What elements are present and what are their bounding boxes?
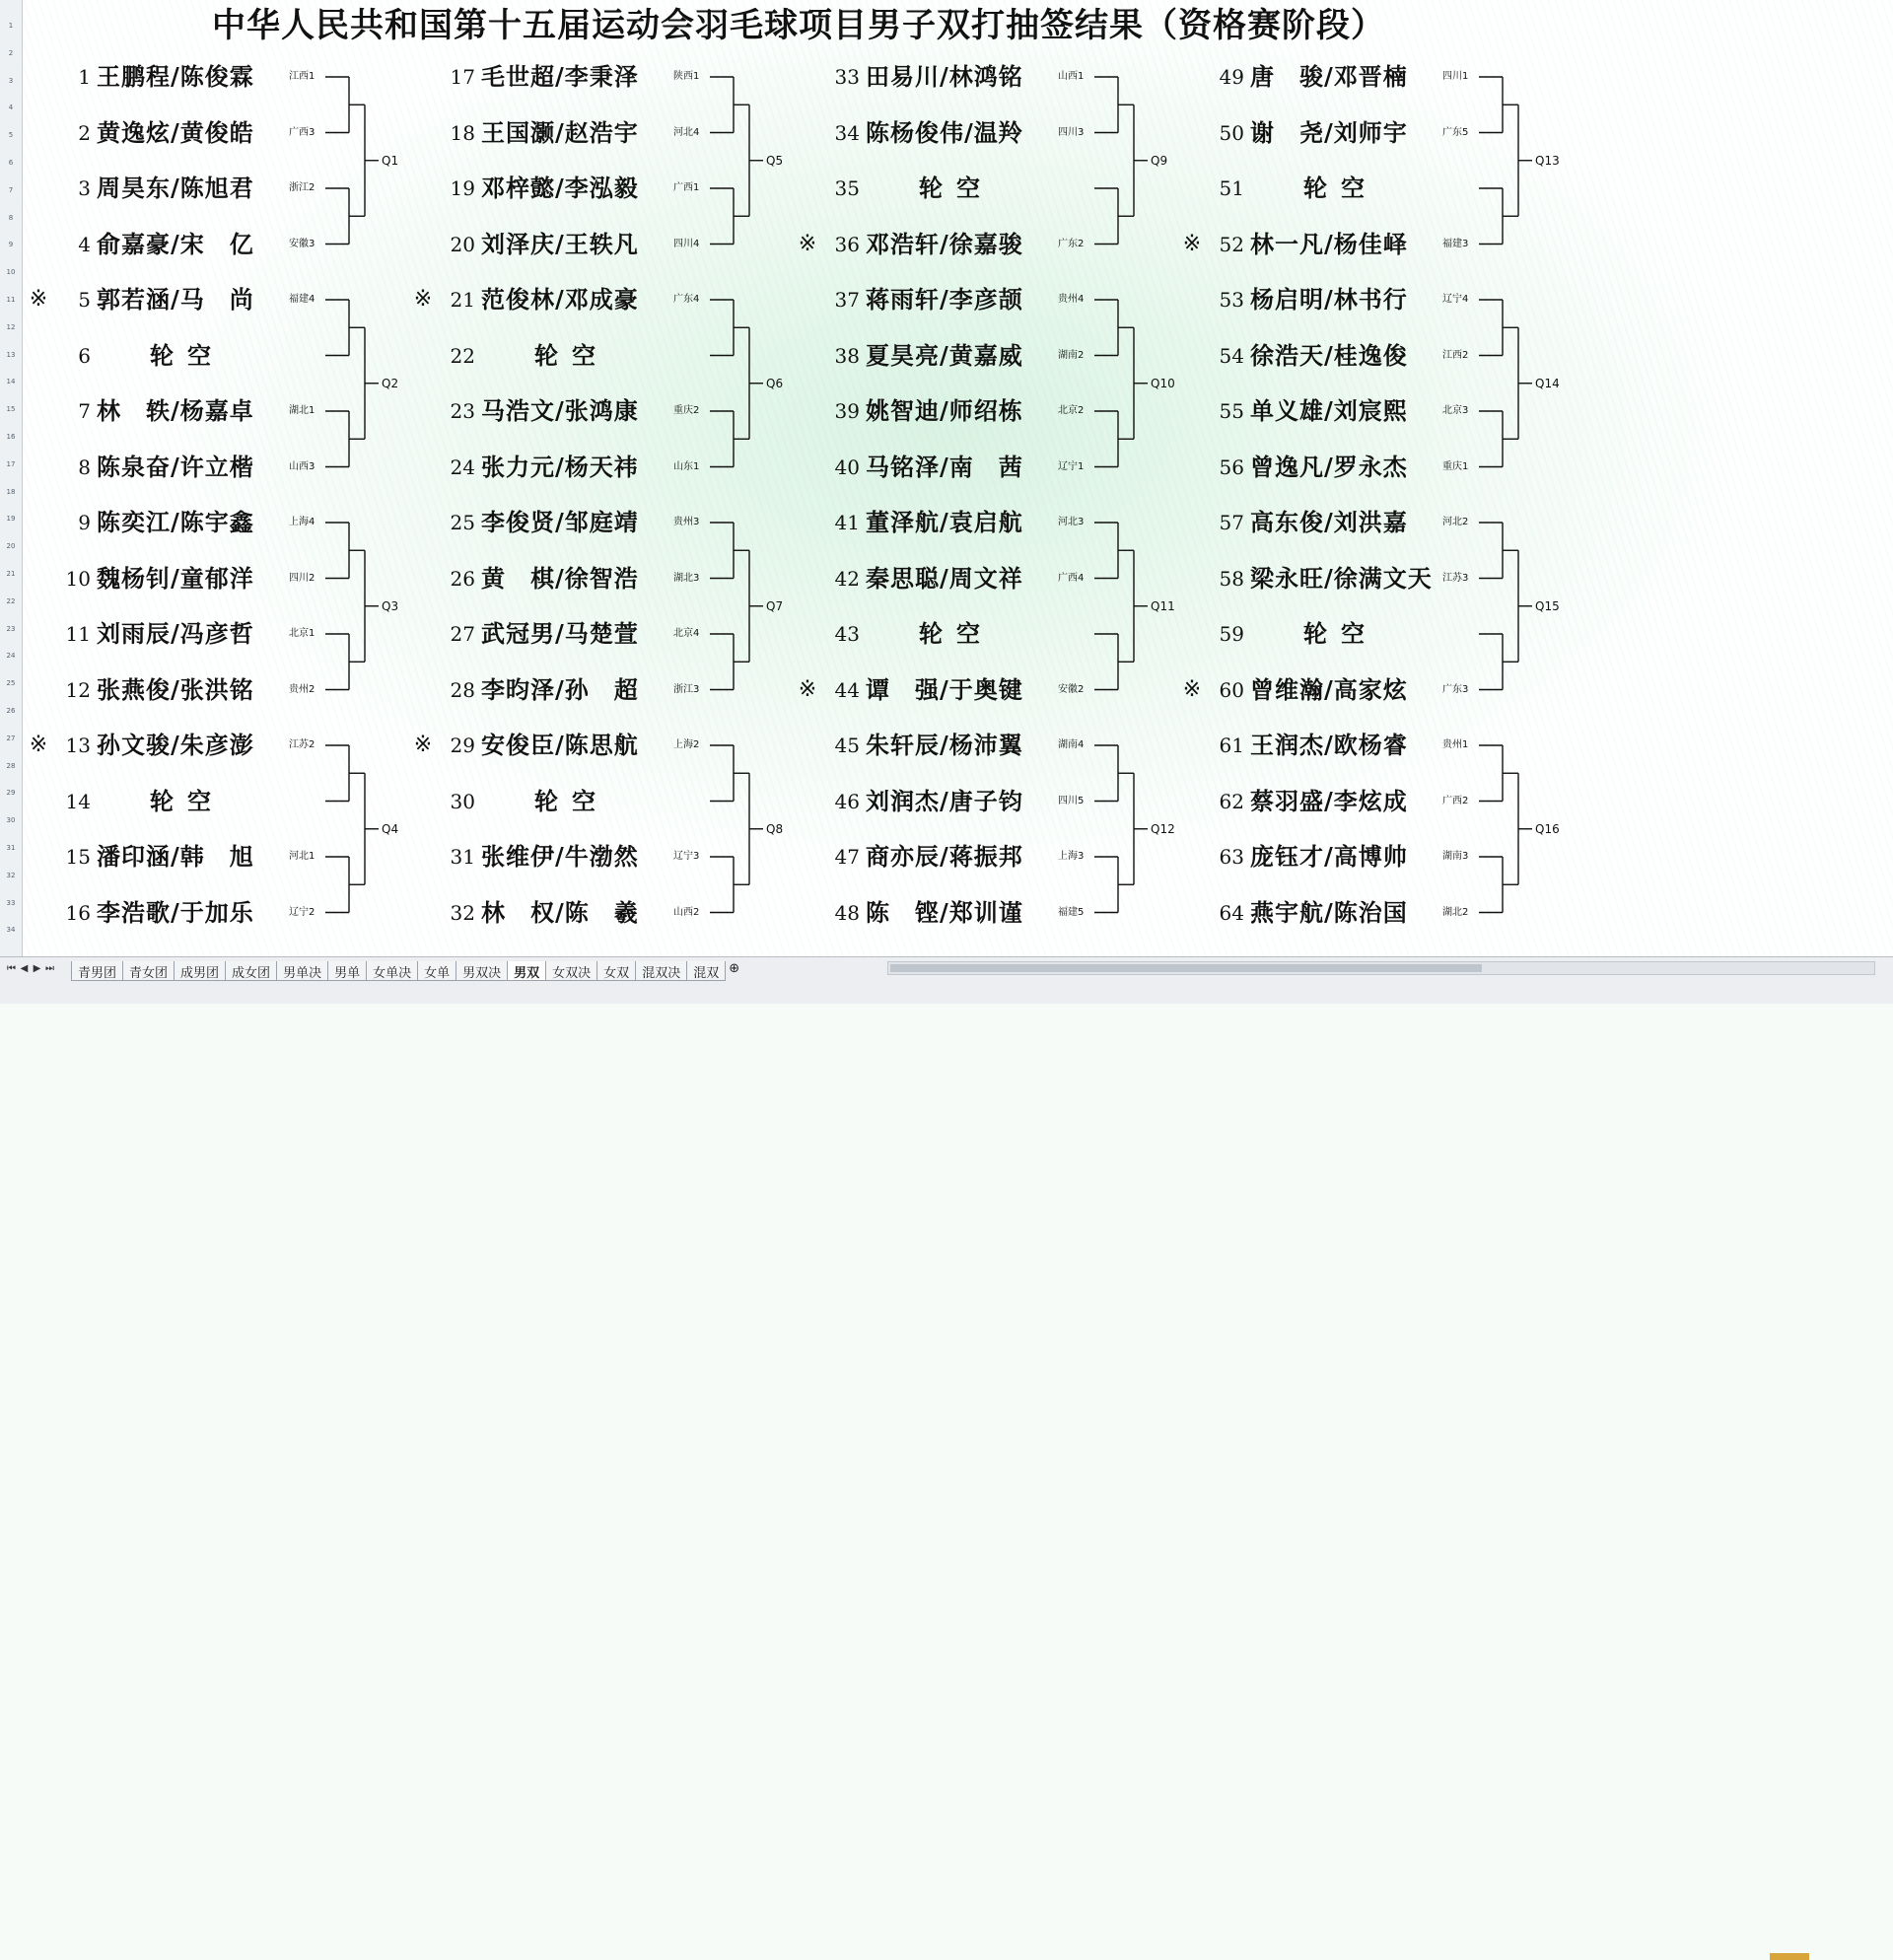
entry-number: 17 (450, 65, 475, 89)
entry-number: 35 (834, 176, 860, 200)
row-number[interactable]: 34 (6, 926, 16, 935)
entry-number: 60 (1219, 677, 1244, 702)
sheet-tab[interactable]: 青男团 (71, 961, 123, 981)
entry-number: 8 (78, 455, 91, 479)
province-seed: 河北1 (289, 851, 316, 862)
entry-number: 10 (65, 566, 91, 591)
entry-number: 22 (450, 343, 475, 368)
entry-number: 19 (450, 176, 475, 200)
row-number[interactable]: 9 (8, 241, 14, 249)
horizontal-scrollbar[interactable] (887, 961, 1875, 975)
row-number[interactable]: 29 (6, 789, 16, 798)
entry-number: 63 (1219, 845, 1244, 869)
sheet-tab[interactable]: 成女团 (225, 961, 277, 981)
entry-number: 12 (65, 677, 91, 702)
entry-number: 42 (834, 566, 860, 591)
entry-number: 20 (450, 232, 475, 256)
pair-names: 林 权/陈 羲 (481, 898, 639, 927)
pair-names: 李昀泽/孙 超 (481, 675, 639, 704)
pair-names: 黄 棋/徐智浩 (481, 564, 639, 593)
bye-slot: 轮空 (1303, 620, 1378, 648)
row-number[interactable]: 19 (6, 515, 16, 524)
province-seed: 广东5 (1442, 126, 1469, 138)
entry-number: 31 (450, 845, 475, 869)
province-seed: 四川5 (1058, 795, 1085, 806)
province-seed: 广东4 (673, 294, 700, 305)
pair-names: 陈泉奋/许立楷 (97, 453, 254, 481)
pair-names: 商亦辰/蒋振邦 (866, 843, 1023, 871)
entry-number: 34 (834, 120, 860, 145)
entry-number: 53 (1219, 288, 1244, 312)
row-number[interactable]: 28 (6, 761, 16, 770)
entry-number: 44 (834, 677, 860, 702)
row-number[interactable]: 16 (6, 433, 16, 441)
entry-number: 54 (1219, 343, 1244, 368)
row-number[interactable]: 12 (6, 322, 16, 331)
province-seed: 安徽3 (289, 238, 316, 249)
row-number[interactable]: 8 (8, 213, 14, 222)
province-seed: 广西2 (1442, 795, 1469, 806)
entry-number: 33 (834, 65, 860, 89)
bye-slot: 轮空 (919, 175, 994, 202)
entry-number: 47 (834, 845, 860, 869)
seed-mark: ※ (29, 287, 48, 312)
province-seed: 重庆1 (1442, 460, 1469, 472)
province-seed: 贵州4 (1058, 294, 1085, 305)
pair-names: 夏昊亮/黄嘉威 (866, 341, 1023, 370)
row-number[interactable]: 4 (8, 104, 14, 112)
pair-names: 马浩文/张鸿康 (481, 397, 639, 425)
row-number[interactable]: 26 (6, 707, 16, 715)
sheet-tab[interactable]: 女双决 (545, 961, 597, 981)
entry-number: 30 (450, 789, 475, 813)
province-seed: 河北2 (1442, 517, 1469, 527)
pair-names: 陈杨俊伟/温羚 (866, 118, 1023, 147)
province-seed: 湖南3 (1442, 851, 1469, 862)
group-label: Q8 (766, 821, 784, 836)
seed-mark: ※ (413, 287, 433, 312)
group-label: Q4 (382, 821, 399, 836)
row-number[interactable]: 6 (8, 159, 14, 167)
sheet-tab[interactable]: 青女团 (122, 961, 175, 981)
row-number[interactable]: 33 (6, 898, 16, 907)
entry-number: 23 (450, 399, 475, 423)
row-number[interactable]: 11 (6, 296, 16, 304)
pair-names: 庞钰才/高博帅 (1250, 843, 1408, 871)
pair-names: 邓梓懿/李泓毅 (481, 175, 639, 202)
province-seed: 广西3 (289, 126, 316, 138)
entry-number: 52 (1219, 232, 1244, 256)
sheet-tab[interactable]: 男单决 (276, 961, 328, 981)
sheet-tab[interactable]: 混双决 (635, 961, 687, 981)
row-number[interactable]: 31 (6, 844, 16, 852)
province-seed: 上海4 (289, 517, 316, 527)
pair-names: 蔡羽盛/李炫成 (1250, 787, 1408, 815)
prev-sheet-icon[interactable]: ◀ (20, 963, 29, 974)
pair-names: 范俊林/邓成豪 (481, 286, 639, 314)
sheet-tab[interactable]: 女单 (417, 961, 456, 981)
province-seed: 湖南2 (1058, 349, 1085, 361)
entry-number: 56 (1219, 455, 1244, 479)
row-number[interactable]: 2 (8, 48, 14, 57)
province-seed: 北京2 (1058, 405, 1085, 416)
row-number[interactable]: 24 (6, 652, 16, 661)
group-label: Q11 (1151, 598, 1175, 613)
province-seed: 江西2 (1442, 349, 1469, 361)
seed-mark: ※ (29, 733, 48, 757)
row-number[interactable]: 14 (6, 378, 16, 386)
bye-slot: 轮空 (150, 341, 225, 370)
row-number[interactable]: 25 (6, 679, 16, 688)
pair-names: 林一凡/杨佳峄 (1250, 230, 1408, 258)
seed-mark: ※ (1182, 231, 1202, 256)
entry-number: 15 (65, 845, 91, 869)
pair-names: 陈 铿/郑训谨 (866, 898, 1023, 927)
bye-slot: 轮空 (919, 620, 994, 648)
entry-number: 58 (1219, 566, 1244, 591)
province-seed: 陕西1 (673, 71, 700, 82)
sheet-tab[interactable]: 男单 (327, 961, 367, 981)
group-label: Q14 (1535, 376, 1560, 390)
province-seed: 北京4 (673, 628, 700, 639)
province-seed: 上海3 (1058, 851, 1085, 862)
pair-names: 姚智迪/师绍栋 (866, 397, 1023, 425)
entry-number: 36 (834, 232, 860, 256)
sheet-tab[interactable]: 男双 (507, 961, 546, 981)
entry-number: 1 (78, 65, 91, 89)
pair-names: 梁永旺/徐满文天 (1250, 564, 1433, 593)
pair-names: 王鹏程/陈俊霖 (97, 63, 254, 91)
sheet-tab[interactable]: 混双 (686, 961, 726, 981)
province-seed: 辽宁3 (673, 851, 700, 862)
pair-names: 刘雨辰/冯彦哲 (97, 620, 254, 648)
tab-nav-buttons (6, 963, 55, 974)
province-seed: 辽宁1 (1058, 460, 1085, 472)
seed-mark: ※ (798, 231, 817, 256)
row-number[interactable]: 20 (6, 542, 16, 551)
pair-names: 李浩歌/于加乐 (97, 898, 254, 927)
pair-names: 张维伊/牛渤然 (481, 843, 639, 871)
province-seed: 山西3 (289, 460, 316, 472)
pair-names: 张力元/杨天祎 (481, 453, 639, 481)
row-number[interactable]: 23 (6, 624, 16, 633)
pair-names: 潘印涵/韩 旭 (97, 843, 254, 871)
province-seed: 福建4 (289, 294, 316, 305)
sheet-tab[interactable]: 成男团 (174, 961, 226, 981)
pair-names: 谭 强/于奥键 (866, 675, 1023, 704)
group-label: Q5 (766, 153, 784, 168)
pair-names: 马铭泽/南 茜 (866, 453, 1023, 481)
pair-names: 魏杨钊/童郁洋 (97, 564, 254, 593)
pair-names: 杨启明/林书行 (1250, 286, 1408, 314)
entry-number: 45 (834, 734, 860, 757)
entry-number: 4 (78, 232, 91, 256)
province-seed: 浙江2 (289, 182, 316, 193)
province-seed: 广东3 (1442, 683, 1469, 695)
pair-names: 董泽航/袁启航 (866, 509, 1023, 536)
province-seed: 北京3 (1442, 405, 1469, 416)
province-seed: 江苏2 (289, 739, 316, 750)
entry-number: 3 (78, 176, 91, 200)
province-seed: 河北4 (673, 126, 700, 138)
row-number[interactable]: 21 (6, 570, 16, 578)
group-label: Q1 (382, 153, 399, 168)
row-number[interactable]: 1 (8, 22, 14, 30)
bye-slot: 轮空 (534, 341, 609, 370)
entry-number: 43 (834, 622, 860, 646)
province-seed: 安徽2 (1058, 683, 1085, 695)
group-label: Q16 (1535, 821, 1560, 836)
entry-number: 28 (450, 677, 475, 702)
next-sheet-icon[interactable]: ▶ (33, 963, 41, 974)
entry-number: 9 (78, 511, 91, 534)
entry-number: 62 (1219, 789, 1244, 813)
province-seed: 湖北2 (1442, 906, 1469, 918)
pair-names: 毛世超/李秉泽 (481, 63, 639, 91)
bye-slot: 轮空 (1303, 175, 1378, 202)
pair-names: 武冠男/马楚萱 (481, 620, 639, 648)
province-seed: 上海2 (673, 739, 700, 750)
pair-names: 蒋雨轩/李彦颉 (866, 286, 1023, 314)
entry-number: 18 (450, 120, 475, 145)
entry-number: 39 (834, 399, 860, 423)
row-number[interactable]: 3 (8, 76, 14, 85)
pair-names: 燕宇航/陈治国 (1250, 898, 1408, 927)
entry-number: 24 (450, 455, 475, 479)
spreadsheet-grid[interactable] (0, 0, 1893, 956)
add-sheet-icon[interactable]: ⊕ (729, 961, 740, 976)
province-seed: 河北3 (1058, 517, 1085, 527)
entry-number: 40 (834, 455, 860, 479)
province-seed: 四川1 (1442, 71, 1469, 82)
province-seed: 山东1 (673, 460, 700, 472)
row-number[interactable]: 18 (6, 487, 16, 496)
entry-number: 29 (450, 734, 475, 757)
entry-number: 5 (78, 288, 91, 312)
province-seed: 山西1 (1058, 71, 1085, 82)
sheet-tab[interactable]: 女双 (596, 961, 636, 981)
pair-names: 徐浩天/桂逸俊 (1250, 341, 1408, 370)
entry-number: 51 (1219, 176, 1244, 200)
pair-names: 陈奕江/陈宇鑫 (97, 509, 254, 536)
row-number[interactable]: 17 (6, 459, 16, 468)
pair-names: 刘泽庆/王轶凡 (481, 230, 639, 258)
group-label: Q13 (1535, 153, 1560, 168)
pair-names: 郭若涵/马 尚 (97, 286, 254, 314)
page-title: 中华人民共和国第十五届运动会羽毛球项目男子双打抽签结果（资格赛阶段） (212, 6, 1385, 45)
province-seed: 江西1 (289, 71, 316, 82)
province-seed: 辽宁2 (289, 906, 316, 918)
province-seed: 江苏3 (1442, 572, 1469, 584)
scrollbar-thumb[interactable] (890, 964, 1482, 972)
entry-number: 7 (78, 399, 91, 423)
pair-names: 秦思聪/周文祥 (866, 564, 1023, 593)
entry-number: 59 (1219, 622, 1244, 646)
sheet-tab[interactable]: 男双决 (456, 961, 508, 981)
entry-number: 37 (834, 288, 860, 312)
row-number[interactable]: 5 (8, 131, 14, 140)
entry-number: 32 (450, 900, 475, 925)
entry-number: 21 (450, 288, 475, 312)
entry-number: 13 (65, 734, 91, 757)
pair-names: 周昊东/陈旭君 (97, 175, 254, 202)
entry-number: 49 (1219, 65, 1244, 89)
entry-number: 57 (1219, 511, 1244, 534)
entry-number: 50 (1219, 120, 1244, 145)
pair-names: 王润杰/欧杨睿 (1250, 732, 1408, 759)
sheet-tab-bar (0, 956, 1893, 1004)
row-number[interactable]: 30 (6, 816, 16, 825)
row-number[interactable]: 22 (6, 596, 16, 605)
entry-number: 27 (450, 622, 475, 646)
entry-number: 14 (65, 789, 91, 813)
province-seed: 贵州2 (289, 683, 316, 695)
row-number[interactable]: 10 (6, 268, 16, 277)
entry-number: 48 (834, 900, 860, 925)
seed-mark: ※ (413, 733, 433, 757)
pair-names: 曾维瀚/高家炫 (1250, 675, 1408, 704)
pair-names: 唐 骏/邓晋楠 (1250, 63, 1408, 91)
entry-number: 25 (450, 511, 475, 534)
pair-names: 黄逸炫/黄俊皓 (97, 118, 254, 147)
row-number[interactable]: 32 (6, 871, 16, 879)
province-seed: 湖北1 (289, 405, 316, 416)
group-label: Q10 (1151, 376, 1175, 390)
group-label: Q15 (1535, 598, 1560, 613)
entry-number: 64 (1219, 900, 1244, 925)
entry-number: 61 (1219, 734, 1244, 757)
sheet-tab[interactable]: 女单决 (366, 961, 418, 981)
province-seed: 辽宁4 (1442, 294, 1469, 305)
pair-names: 安俊臣/陈思航 (481, 732, 639, 759)
row-number[interactable]: 27 (6, 734, 16, 742)
pair-names: 俞嘉豪/宋 亿 (97, 230, 254, 258)
province-seed: 湖北3 (673, 572, 700, 584)
pair-names: 单义雄/刘宸熙 (1250, 397, 1408, 425)
province-seed: 重庆2 (673, 405, 700, 416)
pair-names: 刘润杰/唐子钧 (866, 787, 1023, 815)
entry-number: 6 (78, 343, 91, 368)
group-label: Q6 (766, 376, 784, 390)
entry-number: 2 (78, 120, 91, 145)
last-sheet-icon[interactable]: ⏭ (45, 963, 54, 974)
entry-number: 55 (1219, 399, 1244, 423)
pair-names: 高东俊/刘洪嘉 (1250, 509, 1408, 536)
entry-number: 26 (450, 566, 475, 591)
pair-names: 朱轩辰/杨沛翼 (866, 732, 1023, 759)
province-seed: 广西1 (673, 182, 700, 193)
province-seed: 四川3 (1058, 126, 1085, 138)
pair-names: 邓浩轩/徐嘉骏 (866, 230, 1023, 258)
group-label: Q9 (1151, 153, 1168, 168)
row-number[interactable]: 13 (6, 350, 16, 359)
seed-mark: ※ (1182, 676, 1202, 702)
province-seed: 贵州3 (673, 517, 700, 527)
entry-number: 11 (65, 622, 91, 646)
group-label: Q12 (1151, 821, 1175, 836)
pair-names: 田易川/林鸿铭 (866, 63, 1023, 91)
province-seed: 湖南4 (1058, 739, 1085, 750)
pair-names: 张燕俊/张洪铭 (97, 675, 254, 704)
province-seed: 广东2 (1058, 238, 1085, 249)
entry-number: 16 (65, 900, 91, 925)
province-seed: 山西2 (673, 906, 700, 918)
province-seed: 广西4 (1058, 572, 1085, 584)
group-label: Q7 (766, 598, 784, 613)
row-number[interactable]: 7 (8, 185, 14, 194)
group-label: Q2 (382, 376, 399, 390)
seed-mark: ※ (798, 676, 817, 702)
row-number[interactable]: 15 (6, 405, 16, 414)
pair-names: 林 轶/杨嘉卓 (97, 397, 254, 425)
entry-number: 41 (834, 511, 860, 534)
province-seed: 福建5 (1058, 906, 1085, 918)
group-label: Q3 (382, 598, 399, 613)
province-seed: 北京1 (289, 628, 316, 639)
sheet-tabs (71, 961, 742, 981)
pair-names: 孙文骏/朱彦澎 (97, 732, 254, 759)
bye-slot: 轮空 (534, 787, 609, 815)
pair-names: 李俊贤/邹庭靖 (481, 509, 639, 536)
entry-number: 38 (834, 343, 860, 368)
bye-slot: 轮空 (150, 787, 225, 815)
province-seed: 贵州1 (1442, 739, 1469, 750)
province-seed: 浙江3 (673, 683, 700, 695)
entry-number: 46 (834, 789, 860, 813)
pair-names: 王国灏/赵浩宇 (481, 118, 639, 147)
province-seed: 福建3 (1442, 238, 1469, 249)
taskbar-icon (1770, 1953, 1809, 1960)
province-seed: 四川2 (289, 572, 316, 584)
province-seed: 四川4 (673, 238, 700, 249)
first-sheet-icon[interactable]: ⏮ (7, 963, 16, 974)
pair-names: 曾逸凡/罗永杰 (1250, 453, 1408, 481)
pair-names: 谢 尧/刘师宇 (1250, 118, 1408, 147)
